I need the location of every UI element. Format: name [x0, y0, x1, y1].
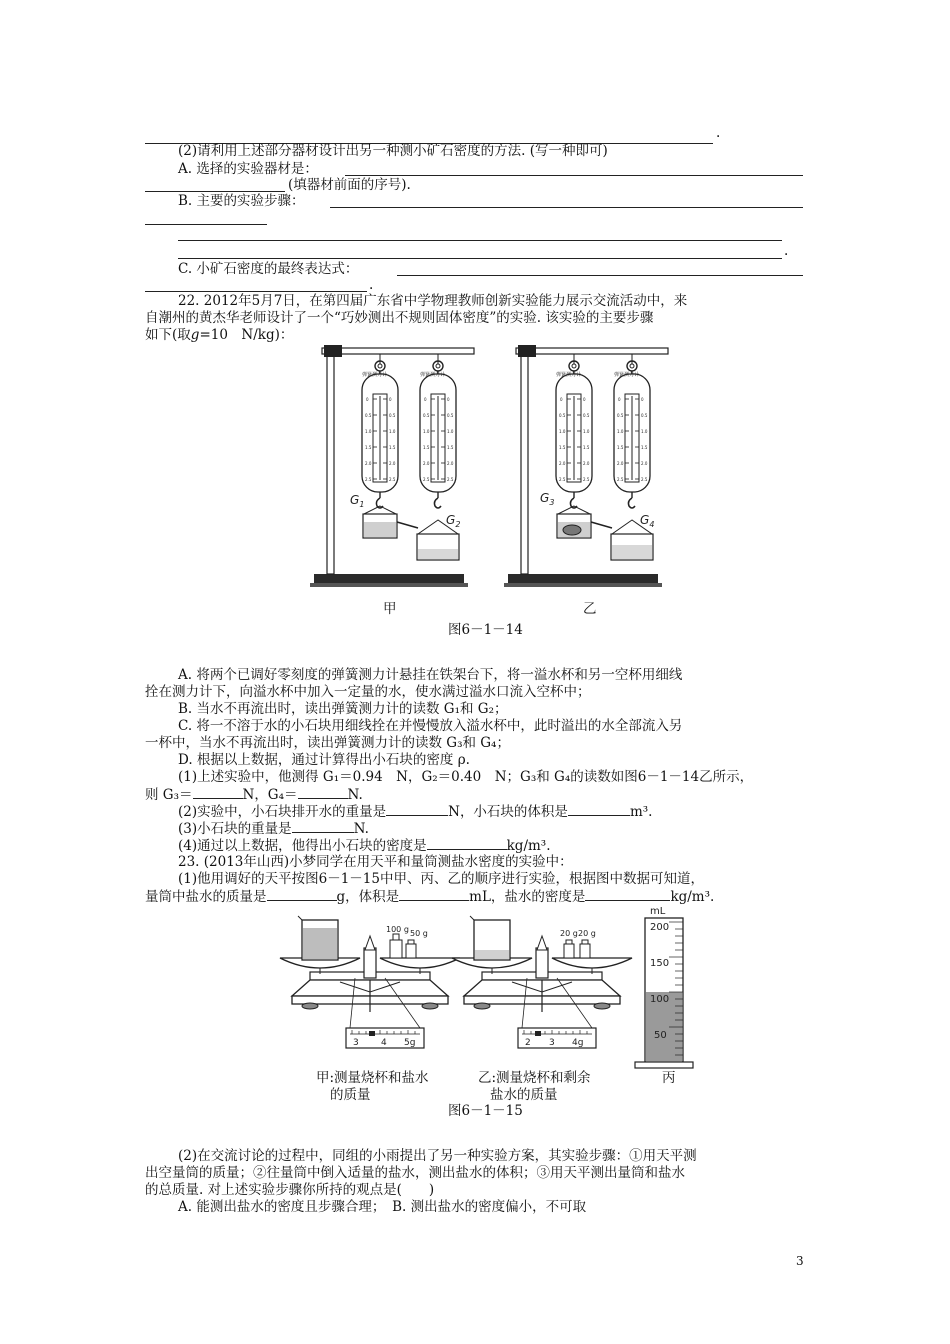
q22-intro-3: 如下(取g=10 N/kg)：: [145, 327, 294, 343]
label-g4: $G_4$: [640, 513, 655, 529]
scale-label: 4g: [572, 1038, 584, 1048]
meter-title: 弹簧测力计: [556, 372, 582, 378]
line-end-dot: .: [784, 243, 789, 259]
answer-blank-density[interactable]: [427, 837, 507, 850]
q22-sub1-blanks: 则 G₃＝ N，G₄＝ N.: [145, 787, 363, 803]
figure-spring-balances: 00.51.0 1.52.02.5 00.51.0 1.52.02.5 弹簧测力计 弹簧测力计 $G_1$ $G_2$ 弹簧测力计 弹簧测力计 $G_3$ $G_4$: [300, 342, 680, 617]
q23-part2-a: (2)在交流讨论的过程中，同组的小雨提出了另一种实验方案，其实验步骤：①用天平测: [178, 1148, 697, 1164]
fig-label-right: 乙: [583, 601, 597, 617]
q23-options: A. 能测出盐水的密度且步骤合理； B. 测出盐水的密度偏小，不可取: [178, 1199, 587, 1215]
line-end-dot: .: [369, 277, 374, 293]
answer-line[interactable]: [145, 224, 267, 225]
weight-label: 20 g: [578, 929, 596, 938]
q22-step-c-2: 一杯中，当水不再流出时，读出弹簧测力计的读数 G₃和 G₄；: [145, 735, 510, 751]
answer-line[interactable]: [345, 175, 803, 176]
label-g3: $G_3$: [540, 491, 555, 507]
answer-blank-g4[interactable]: [298, 786, 348, 799]
q23-intro: 23. (2013年山西)小梦同学在用天平和量筒测盐水密度的实验中：: [178, 854, 573, 870]
answer-line[interactable]: [145, 291, 367, 292]
graduated-cylinder: [635, 906, 693, 1068]
fig15-caption-b2: 盐水的质量: [490, 1087, 558, 1103]
weight-label: 50 g: [410, 929, 428, 938]
q22-sub4: (4)通过以上数据，他得出小石块的密度是 kg/m³.: [178, 838, 551, 854]
q22-sub2: (2)实验中，小石块排开水的重量是 N，小石块的体积是 m³.: [178, 804, 653, 820]
answer-blank-weight[interactable]: [292, 820, 354, 833]
answer-line[interactable]: [178, 258, 782, 259]
line-end-dot: .: [716, 125, 721, 141]
answer-line[interactable]: [330, 207, 803, 208]
balance-b: [452, 916, 632, 1048]
q22-step-b: B. 当水不再流出时，读出弹簧测力计的读数 G₁和 G₂；: [178, 701, 508, 717]
q23-part2-c: 的总质量. 对上述实验步骤你所持的观点是( ): [145, 1182, 435, 1198]
label-g1: $G_1$: [350, 493, 365, 509]
weight-label: 100 g: [386, 925, 409, 934]
page-number: 3: [796, 1254, 804, 1268]
scale-label: 3: [353, 1038, 359, 1048]
figure-caption-15: 图6－1－15: [448, 1103, 523, 1119]
q22-sub3: (3)小石块的重量是 N.: [178, 821, 369, 837]
fig-label-left: 甲: [383, 601, 397, 617]
q23-part1-b: 量筒中盐水的质量是 g，体积是 mL，盐水的密度是 kg/m³.: [145, 889, 715, 905]
scale-label: 5g: [404, 1038, 416, 1048]
figure-caption-14: 图6－1－14: [448, 622, 523, 638]
fig15-caption-b1: 乙:测量烧杯和剩余: [478, 1070, 591, 1086]
cylinder-tick-label: 200: [650, 922, 670, 933]
q23-part1-a: (1)他用调好的天平按图6－1－15中甲、丙、乙的顺序进行实验，根据图中数据可知道，: [178, 871, 704, 887]
q23-part2-b: 出空量筒的质量；②往量筒中倒入适量的盐水，测出盐水的体积；③用天平测出量筒和盐水: [145, 1165, 685, 1181]
q21-a-hint: (填器材前面的序号).: [288, 177, 411, 193]
q22-step-c-1: C. 将一不溶于水的小石块用细线拴在并慢慢放入溢水杯中，此时溢出的水全部流入另: [178, 718, 683, 734]
fig15-caption-a1: 甲:测量烧杯和盐水: [316, 1070, 429, 1086]
q22-step-d: D. 根据以上数据，通过计算得出小石块的密度 ρ.: [178, 752, 470, 768]
scale-label: 4: [381, 1038, 387, 1048]
label-g2: $G_2$: [446, 513, 461, 529]
answer-line[interactable]: [145, 191, 285, 192]
answer-line[interactable]: [397, 275, 803, 276]
meter-title: 弹簧测力计: [362, 372, 388, 378]
q22-step-a-2: 拴在测力计下，向溢水杯中加入一定量的水，使水满过溢水口流入空杯中；: [145, 684, 591, 700]
q21-part2: (2)请利用上述部分器材设计出另一种测小矿石密度的方法. (写一种即可): [178, 143, 608, 159]
fig15-caption-c: 丙: [662, 1070, 676, 1086]
meter-title: 弹簧测力计: [420, 372, 446, 378]
cylinder-tick-label: 100: [650, 994, 670, 1005]
q22-intro-2: 自潮州的黄杰华老师设计了一个“巧妙测出不规则固体密度”的实验. 该实验的主要步骤: [145, 310, 654, 326]
weight-label: 20 g: [560, 929, 578, 938]
stand-left: [310, 345, 474, 587]
q22-sub1: (1)上述实验中，他测得 G₁＝0.94 N，G₂＝0.40 N；G₃和 G₄的读数如图6－1－14乙所示，: [178, 769, 754, 785]
answer-blank-volume[interactable]: [568, 803, 630, 816]
q21-c-label: C. 小矿石密度的最终表达式：: [178, 261, 359, 277]
cylinder-tick-label: 50: [654, 1030, 667, 1041]
answer-blank-buoyancy[interactable]: [386, 803, 448, 816]
answer-blank-g3[interactable]: [193, 786, 243, 799]
q21-b-label: B. 主要的实验步骤：: [178, 193, 305, 209]
fig15-caption-a2: 的质量: [330, 1087, 371, 1103]
q22-intro-1: 22. 2012年5月7日，在第四届广东省中学物理教师创新实验能力展示交流活动中，来: [178, 293, 688, 309]
scale-label: 3: [549, 1038, 555, 1048]
cylinder-unit: mL: [650, 906, 666, 917]
answer-line[interactable]: [178, 240, 782, 241]
meter-title: 弹簧测力计: [614, 372, 640, 378]
balance-a: [280, 916, 460, 1048]
q22-step-a-1: A. 将两个已调好零刻度的弹簧测力计悬挂在铁架台下，将一溢水杯和另一空杯用细线: [178, 667, 683, 683]
cylinder-tick-label: 150: [650, 958, 670, 969]
scale-label: 2: [525, 1038, 531, 1048]
q21-a-label: A. 选择的实验器材是：: [178, 161, 318, 177]
stand-right: [504, 345, 668, 587]
